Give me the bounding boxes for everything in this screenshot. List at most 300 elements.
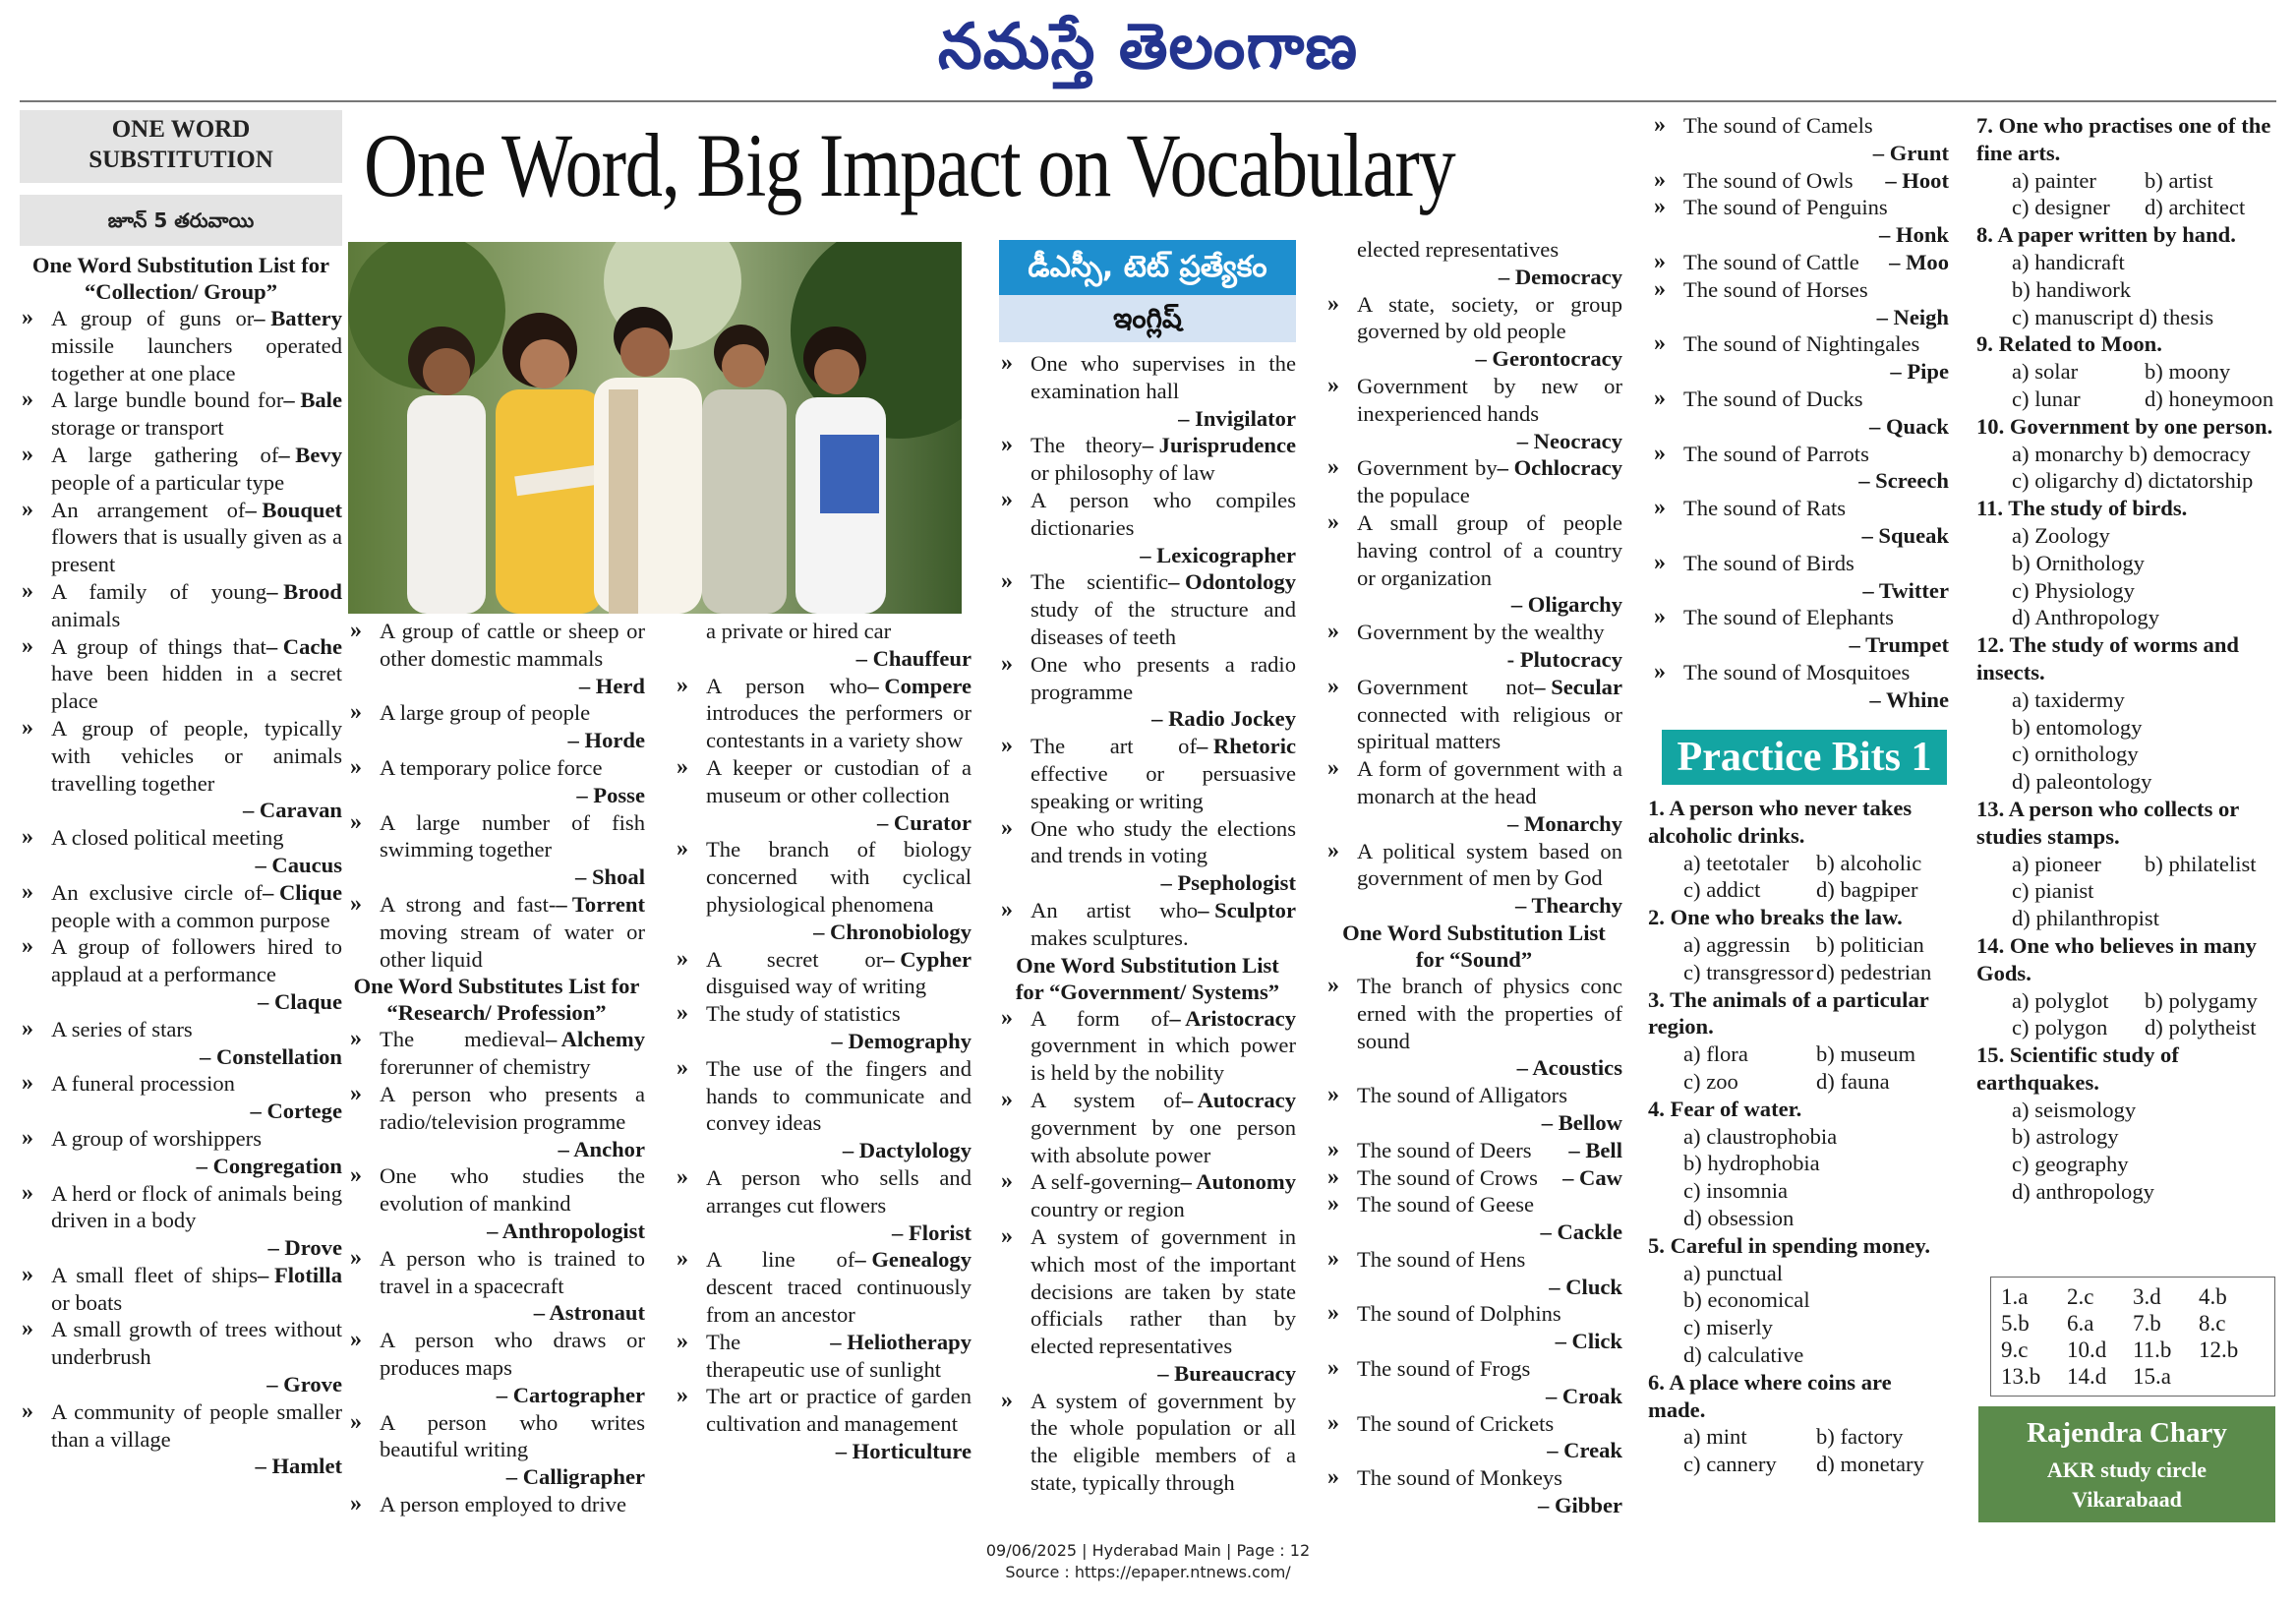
question-text: 10. Government by one person. xyxy=(1976,413,2273,439)
option-row xyxy=(1976,304,2277,331)
key-entry: 11.b xyxy=(2133,1338,2172,1362)
entry-text: A person who sells and arranges cut flowers xyxy=(706,1164,971,1218)
list-item xyxy=(20,1180,342,1262)
answer: » – Flotilla xyxy=(258,1262,342,1287)
question-list xyxy=(1976,112,2277,1206)
question xyxy=(1648,795,1949,904)
option: b) alcoholic xyxy=(1816,850,1922,875)
question xyxy=(1976,631,2277,796)
entry-text: A family of young animals xyxy=(51,578,267,631)
option-row xyxy=(1976,1014,2277,1041)
answer: – Calligrapher xyxy=(505,1464,645,1490)
list-item xyxy=(999,651,1296,733)
section-heading: One Word Substitution List for “Government/ Systems” xyxy=(1015,952,1280,1004)
option-row xyxy=(1976,550,2277,577)
dsc-tet-box xyxy=(999,240,1296,342)
entry-text: A form of government in which power is held by the nobility xyxy=(1030,1005,1296,1086)
answer: » – Genealogy xyxy=(854,1247,971,1273)
list-item xyxy=(1652,495,1949,550)
option: a) monarchy b) democracy xyxy=(2012,441,2251,466)
question xyxy=(1648,986,1949,1096)
entry-text: Government by the populace xyxy=(1357,455,1498,508)
section-heading: One Word Substitution List for “Collection/ Group” xyxy=(31,253,330,304)
option: a) aggressin xyxy=(1683,931,1791,957)
headline: One Word, Big Impact on Vocabulary xyxy=(364,115,1455,215)
list-item xyxy=(1652,604,1949,659)
entry-list xyxy=(1325,973,1622,1519)
option: b) factory xyxy=(1816,1424,1904,1450)
entry-list xyxy=(1325,291,1622,920)
option: d) obsession xyxy=(1683,1205,1795,1230)
option-row xyxy=(1976,604,2277,631)
answer: – Curator xyxy=(876,809,971,835)
option: c) lunar xyxy=(2012,386,2081,411)
option-row xyxy=(1648,1068,1949,1096)
entry-text: An artist who makes sculptures. xyxy=(1030,897,1199,950)
answer: » – Cypher xyxy=(883,946,971,972)
question xyxy=(1648,1369,1949,1478)
question-text: 2. One who breaks the law. xyxy=(1648,905,1903,930)
key-entry: 7.b xyxy=(2133,1311,2161,1336)
entry-text: One who presents a radio programme xyxy=(1030,651,1296,704)
option: b) philatelist xyxy=(2145,851,2257,876)
option: a) handicraft xyxy=(2012,249,2125,274)
entry-list xyxy=(999,350,1296,952)
key-entry: 12.b xyxy=(2199,1338,2239,1362)
column-research-a xyxy=(348,618,645,1518)
list-item xyxy=(1652,386,1949,441)
answer: – Trumpet xyxy=(1849,632,1949,658)
key-entry: 8.c xyxy=(2199,1311,2226,1336)
list-item xyxy=(1652,167,1949,195)
option-row xyxy=(1976,905,2277,932)
entry-text: A large gathering of people of a particular type xyxy=(51,442,285,495)
entry-text: The art or practice of garden cultivation and management xyxy=(706,1384,971,1437)
option: b) moony xyxy=(2145,359,2231,385)
entry-text: A system of government in which most of the important decisions are taken by state officials rather than by elected representatives xyxy=(1030,1223,1296,1359)
answer: – Screech xyxy=(1858,468,1949,494)
list-item xyxy=(348,1245,645,1327)
continued-text: elected representatives xyxy=(1357,237,1560,262)
answer: – Monarchy xyxy=(1507,810,1622,836)
list-item xyxy=(20,633,342,715)
list-item xyxy=(1652,249,1949,276)
list-item xyxy=(20,1262,342,1317)
option: a) mint xyxy=(1683,1424,1747,1450)
entry-text: A person who presents a radio/television programme xyxy=(380,1081,645,1134)
option-row xyxy=(1648,1123,1949,1151)
entry-text: A line of descent traced continuously from an ancestor xyxy=(706,1247,971,1327)
footer-source: Source : https://epaper.ntnews.com/ xyxy=(1005,1563,1291,1581)
list-item xyxy=(20,1398,342,1480)
option: a) Zoology xyxy=(2012,522,2110,548)
list-item xyxy=(999,1388,1296,1497)
side-title: ONE WORD SUBSTITUTION xyxy=(20,110,342,183)
option-row xyxy=(1648,1150,1949,1177)
option: a) claustrophobia xyxy=(1683,1123,1838,1149)
list-item xyxy=(20,1316,342,1397)
list-item xyxy=(20,497,342,578)
answer: » – Autonomy xyxy=(1180,1169,1296,1195)
list-item xyxy=(348,618,645,699)
list-item xyxy=(20,1016,342,1071)
list-item xyxy=(1325,755,1622,837)
entry-text: One who studies the evolution of mankind xyxy=(380,1163,645,1217)
list-item xyxy=(1325,1164,1622,1192)
question-text: 12. The study of worms and insects. xyxy=(1976,632,2239,684)
option-row xyxy=(1976,167,2277,195)
question-text: 13. A person who collects or studies stamps. xyxy=(1976,796,2239,849)
list-item xyxy=(1652,112,1949,167)
option: b) politician xyxy=(1816,931,1924,957)
entry-text: A keeper or custodian of a museum or other collection xyxy=(706,754,971,807)
answer: – Lexicographer xyxy=(1140,542,1296,567)
list-item xyxy=(348,1026,645,1081)
entry-text: A system of government by the whole population or all the eligible members of a state, typically through xyxy=(1030,1388,1296,1496)
option-row xyxy=(1976,714,2277,742)
key-entry: 15.a xyxy=(2133,1364,2171,1389)
entry-text: The sound of Rats xyxy=(1683,496,1847,521)
english-label: ఇంగ్లిష్ xyxy=(999,295,1296,342)
key-entry: 14.d xyxy=(2067,1364,2107,1389)
answer: » – Rhetoric xyxy=(1196,734,1296,759)
entry-text: The art of effective or persuasive speaking or writing xyxy=(1030,734,1296,813)
option-row xyxy=(1976,441,2277,468)
list-item xyxy=(999,1223,1296,1388)
entry-text: A state, society, or group governed by old people xyxy=(1357,291,1622,344)
answer: – Creak xyxy=(1547,1438,1622,1463)
answer: » – Battery xyxy=(254,306,342,330)
entry-text: The sound of Penguins xyxy=(1683,195,1888,220)
entry-text: The sound of Geese xyxy=(1357,1192,1535,1218)
answer: – Oligarchy xyxy=(1510,592,1622,618)
answer: – Chronobiology xyxy=(813,919,971,944)
list-item xyxy=(348,1409,645,1491)
answer: » – Torrent xyxy=(556,891,645,917)
list-item xyxy=(675,673,971,754)
answer: – Democracy xyxy=(1498,264,1622,289)
answer: » – Bevy xyxy=(278,442,342,467)
list-item xyxy=(1325,1464,1622,1519)
option: d) paleontology xyxy=(2012,769,2152,795)
entry-list xyxy=(20,305,342,1480)
key-entry: 1.a xyxy=(2001,1284,2029,1309)
answer: – Shoal xyxy=(575,864,645,890)
list-item xyxy=(675,1164,971,1246)
list-item xyxy=(348,1327,645,1408)
option-row xyxy=(1648,850,1949,877)
answer: – Caravan xyxy=(242,798,342,823)
option: a) polyglot xyxy=(2012,987,2109,1013)
question xyxy=(1976,932,2277,1041)
list-item xyxy=(999,815,1296,897)
answer: » – Moo xyxy=(1889,249,1949,274)
option: d) fauna xyxy=(1816,1068,1890,1094)
entry-text: A large group of people xyxy=(380,700,591,726)
list-item xyxy=(999,733,1296,814)
footer-dateline: 09/06/2025 | Hyderabad Main | Page : 12 xyxy=(985,1541,1311,1560)
question-text: 3. The animals of a particular region. xyxy=(1648,986,1929,1040)
option-row xyxy=(1976,358,2277,386)
list-item xyxy=(20,1125,342,1180)
key-entry: 2.c xyxy=(2067,1284,2094,1309)
question-text: 4. Fear of water. xyxy=(1648,1096,1802,1121)
option-row xyxy=(1976,249,2277,276)
answer: » – Compere xyxy=(867,673,971,698)
option: c) cannery xyxy=(1683,1452,1777,1477)
question-text: 1. A person who never takes alcoholic drinks. xyxy=(1648,796,1913,848)
entry-text: A system of government by one person with absolute power xyxy=(1030,1087,1296,1167)
answer: – Quack xyxy=(1869,413,1949,439)
list-item xyxy=(20,442,342,497)
key-entry: 9.c xyxy=(2001,1338,2029,1362)
entry-text: The sound of Camels xyxy=(1683,113,1873,138)
list-item xyxy=(20,305,342,386)
option: a) punctual xyxy=(1683,1260,1783,1285)
option-row xyxy=(1976,577,2277,605)
key-entry: 3.d xyxy=(2133,1284,2161,1309)
key-entry: 5.b xyxy=(2001,1311,2030,1336)
entry-text: A group of followers hired to applaud at a performance xyxy=(51,934,342,987)
answer: – Neigh xyxy=(1876,304,1949,329)
entry-text: A self-governing country or region xyxy=(1030,1169,1185,1222)
answer: – Florist xyxy=(892,1219,971,1245)
option: a) flora xyxy=(1683,1041,1748,1067)
entry-text: The sound of Ducks xyxy=(1683,386,1863,411)
list-item xyxy=(1325,373,1622,454)
entry-text: The sound of Crickets xyxy=(1357,1410,1555,1436)
list-item xyxy=(20,879,342,934)
answer: – Pipe xyxy=(1890,359,1949,385)
key-entry: 10.d xyxy=(2067,1338,2107,1362)
entry-text: A secret or disguised way of writing xyxy=(706,946,927,999)
entry-text: The sound of Horses xyxy=(1683,276,1868,302)
section-heading: One Word Substitutes List for “Research/ Profession” xyxy=(353,974,640,1026)
entry-text: The branch of physics conc erned with the properties of sound xyxy=(1357,973,1622,1053)
option: d) anthropology xyxy=(2012,1179,2154,1205)
option-row xyxy=(1976,741,2277,768)
answer: – Claque xyxy=(258,988,342,1014)
option: b) astrology xyxy=(2012,1124,2119,1150)
answer: – Caucus xyxy=(255,852,342,877)
entry-text: A person who draws or produces maps xyxy=(380,1328,645,1380)
answer: – Radio Jockey xyxy=(1151,706,1296,732)
entry-text: A small growth of trees without underbrush xyxy=(51,1317,342,1370)
list-item xyxy=(1325,838,1622,920)
entry-list xyxy=(999,1005,1296,1497)
column-government-a xyxy=(999,350,1296,1497)
entry-text: A person who is trained to travel in a spacecraft xyxy=(380,1245,645,1298)
answer: – Cartographer xyxy=(496,1382,645,1407)
option: c) insomnia xyxy=(1683,1178,1789,1204)
list-item xyxy=(999,350,1296,432)
answer: - Plutocracy xyxy=(1506,646,1622,672)
entry-text: The use of the fingers and hands to communicate and convey ideas xyxy=(706,1055,971,1136)
entry-text: A small group of people having control of a country or organization xyxy=(1357,509,1622,590)
answer: – Cackle xyxy=(1540,1219,1622,1245)
answer: » – Caw xyxy=(1562,1164,1622,1190)
option: b) handiwork xyxy=(2012,276,2132,302)
practice-questions-a xyxy=(1648,795,1949,1478)
option-row xyxy=(1648,1260,1949,1287)
entry-text: Government by new or inexperienced hands xyxy=(1357,373,1622,426)
entry-text: The sound of Parrots xyxy=(1683,441,1869,466)
option: c) addict xyxy=(1683,877,1761,903)
list-item xyxy=(1652,659,1949,714)
entry-list xyxy=(675,673,971,1465)
option: d) pedestrian xyxy=(1816,959,1932,984)
option: c) miserly xyxy=(1683,1315,1773,1340)
question-text: 9. Related to Moon. xyxy=(1976,331,2162,357)
option-row xyxy=(1648,1177,1949,1205)
option: c) designer xyxy=(2012,195,2110,220)
answer: – Astronaut xyxy=(533,1300,645,1326)
masthead-rule xyxy=(20,100,2276,102)
answer: – Bureaucracy xyxy=(1157,1360,1296,1386)
option-row xyxy=(1648,931,1949,959)
entry-text: One who study the elections and trends in voting xyxy=(1030,815,1296,868)
list-item xyxy=(1652,550,1949,605)
entry-text: A group of worshippers xyxy=(51,1125,262,1151)
option: d) calculative xyxy=(1683,1341,1804,1367)
answer: » – Bouquet xyxy=(245,497,342,522)
answer: – Drove xyxy=(267,1235,342,1261)
entry-text: The sound of Monkeys xyxy=(1357,1465,1562,1491)
column-research-b xyxy=(675,618,971,1465)
answer: – Herd xyxy=(578,673,645,698)
question xyxy=(1976,1041,2277,1206)
question-text: 7. One who practises one of the fine arts. xyxy=(1976,113,2271,165)
option: c) oligarchy d) dictatorship xyxy=(2012,468,2254,494)
option-row xyxy=(1976,1097,2277,1124)
question-text: 5. Careful in spending money. xyxy=(1648,1232,1931,1258)
entry-text: The sound of Mosquitoes xyxy=(1683,659,1911,684)
entry-text: The sound of Elephants xyxy=(1683,605,1894,630)
list-item xyxy=(348,1162,645,1244)
answer: – Grove xyxy=(266,1372,342,1397)
option-row xyxy=(1648,1451,1949,1478)
entry-text: A large bundle bound for storage or transport xyxy=(51,387,284,441)
entry-text: A small fleet of ships or boats xyxy=(51,1262,259,1315)
answer: – Gibber xyxy=(1538,1493,1622,1518)
list-item xyxy=(999,897,1296,952)
list-item xyxy=(1325,454,1622,509)
option-row xyxy=(1976,522,2277,550)
option: a) pioneer xyxy=(2012,851,2101,876)
entry-text: The sound of Crows xyxy=(1357,1164,1538,1190)
entry-text: A series of stars xyxy=(51,1016,193,1041)
list-item xyxy=(675,1329,971,1384)
list-item xyxy=(20,933,342,1015)
option-row xyxy=(1976,386,2277,413)
option: d) Anthropology xyxy=(2012,605,2159,630)
question xyxy=(1648,1096,1949,1232)
key-entry: 13.b xyxy=(2001,1364,2041,1389)
question xyxy=(1976,413,2277,495)
option-row xyxy=(1976,1151,2277,1178)
entry-text: A person who introduces the performers or contestants in a variety show xyxy=(706,673,971,753)
option: a) seismology xyxy=(2012,1097,2137,1122)
answer: – Hamlet xyxy=(255,1454,342,1479)
masthead-logo: నమస్తే తెలంగాణ xyxy=(937,11,1359,84)
option: d) bagpiper xyxy=(1816,877,1918,903)
entry-text: An arrangement of flowers that is usually given as a present xyxy=(51,497,342,577)
option: a) teetotaler xyxy=(1683,850,1790,875)
answer: » – Bell xyxy=(1568,1137,1622,1162)
option: a) painter xyxy=(2012,167,2096,193)
entry-text: A form of government with a monarch at the head xyxy=(1357,756,1622,808)
answer: – Invigilator xyxy=(1178,405,1296,431)
list-item xyxy=(20,386,342,442)
list-item xyxy=(20,824,342,879)
key-entry: 4.b xyxy=(2199,1284,2227,1309)
list-item xyxy=(348,699,645,754)
entry-text: The sound of Nightingales xyxy=(1683,331,1920,357)
option: c) Physiology xyxy=(2012,577,2135,603)
answer: – Click xyxy=(1555,1329,1622,1354)
entry-text: A group of guns or missile launchers operated together at one place xyxy=(51,306,342,386)
question xyxy=(1648,904,1949,985)
answer: – Grunt xyxy=(1872,140,1949,165)
author-place: Vikarabaad xyxy=(2072,1487,2182,1512)
list-item xyxy=(1325,1410,1622,1465)
option: c) pianist xyxy=(2012,878,2094,904)
answer: – Acoustics xyxy=(1516,1055,1622,1081)
answer: – Chauffeur xyxy=(855,645,971,671)
option-row xyxy=(1648,1205,1949,1232)
option-row xyxy=(1648,876,1949,904)
list-item xyxy=(1325,619,1622,674)
column-government-b xyxy=(1325,236,1622,1519)
entry-text: A group of cattle or sheep or other domestic mammals xyxy=(380,619,645,671)
entry-text: The sound of Birds xyxy=(1683,550,1854,575)
list-item xyxy=(675,1055,971,1164)
entry-list xyxy=(348,618,645,973)
answer: » – Cache xyxy=(265,633,342,659)
option-row xyxy=(1976,686,2277,714)
side-subtitle: జూన్ 5 తరువాయి xyxy=(20,195,342,246)
entry-text: A person who compiles dictionaries xyxy=(1030,487,1296,540)
entry-text: Government by the wealthy xyxy=(1357,620,1605,645)
answer: » – Aristocracy xyxy=(1169,1005,1296,1031)
list-item xyxy=(20,1070,342,1125)
option-row xyxy=(1976,467,2277,495)
answer: » – Brood xyxy=(266,578,342,604)
column-collection xyxy=(20,110,342,1480)
option-row xyxy=(1976,768,2277,796)
answer: – Dactylology xyxy=(842,1138,971,1163)
entry-text: The study of statistics xyxy=(706,1001,901,1027)
key-entry: 6.a xyxy=(2067,1311,2094,1336)
list-item xyxy=(999,1005,1296,1087)
entry-text: An exclusive circle of people with a common purpose xyxy=(51,879,330,932)
list-item xyxy=(675,836,971,945)
option-row xyxy=(1976,194,2277,221)
option-row xyxy=(1976,877,2277,905)
answer: » – Alchemy xyxy=(545,1027,645,1052)
answer: – Squeak xyxy=(1861,522,1949,548)
dsc-tet-label: డీఎస్సీ, టెట్ ప్రత్యేకం xyxy=(999,240,1296,295)
option-row xyxy=(1976,851,2277,878)
answer: » – Bale xyxy=(283,387,342,413)
option: c) polygon xyxy=(2012,1015,2108,1040)
list-item xyxy=(348,754,645,809)
students-photo xyxy=(348,242,962,614)
list-item xyxy=(675,946,971,1001)
option-row xyxy=(1976,1123,2277,1151)
list-item xyxy=(1325,1300,1622,1355)
option: d) architect xyxy=(2145,195,2246,220)
